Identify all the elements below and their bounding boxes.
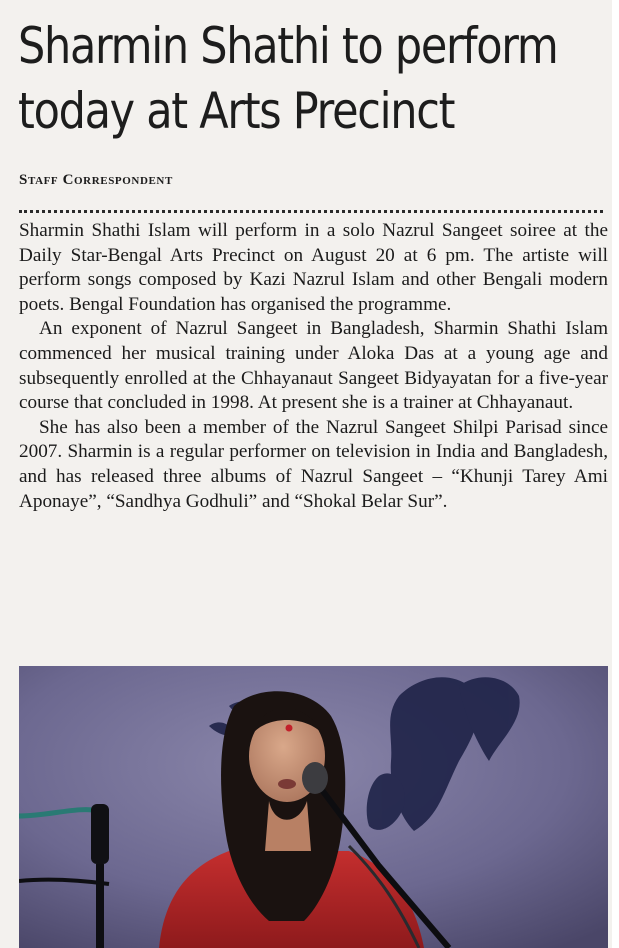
performer-photo [19,666,608,948]
article-byline: Staff Correspondent [19,172,173,188]
headline-line-2: today at Arts Precinct [18,82,455,140]
article-paragraph-1: Sharmin Shathi Islam will perform in a solo Nazrul Sangeet soiree at the Daily Star-Bengal Arts Precinct on August 20 at 6 pm. The artiste will perform songs composed by Kazi Nazrul Islam and other Bengali modern poets. Bengal Foundation has organised the programme. [19,220,608,315]
article-paragraph-2: An exponent of Nazrul Sangeet in Bangladesh, Sharmin Shathi Islam commenced her musical training under Aloka Das at a young age and subsequently enrolled at the Chhayanaut Sangeet Bidyayatan for a five-year course that concluded in 1998. At present she is a trainer at Chhayanaut. [19,318,608,414]
article-headline [18,14,558,144]
headline-line-1: Sharmin Shathi to perform [18,17,558,75]
article-paragraph-3: She has also been a member of the Nazrul Sangeet Shilpi Parisad since 2007. Sharmin is a regular performer on television in India and Bangladesh, and has released three albums of Nazrul Sangeet – “Khunji Tarey Ami Aponaye”, “Sandhya Godhuli” and “Shokal Belar Sur”. [19,416,608,512]
performer-photo-illustration [19,666,608,948]
dotted-divider [19,210,603,213]
page-margin [612,0,619,948]
article-body [19,219,608,514]
